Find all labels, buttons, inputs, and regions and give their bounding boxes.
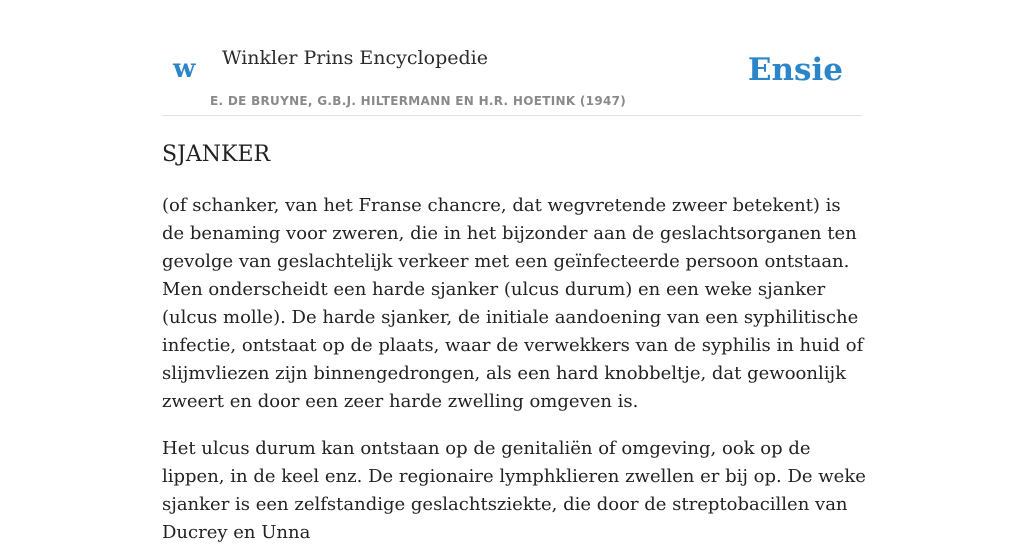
article-title: SJANKER xyxy=(162,142,271,167)
ensie-logo[interactable]: Ensie xyxy=(747,52,843,88)
publication-title[interactable]: Winkler Prins Encyclopedie xyxy=(222,47,488,69)
winkler-prins-logo[interactable]: w xyxy=(173,54,196,84)
article xyxy=(162,138,867,547)
article-paragraph-2: Het ulcus durum kan ontstaan op de genitaliën of omgeving, ook op de lippen, in de keel enz. De regionaire lymphklieren zwellen er bij op. De weke sjanker is een zelfstandige geslachtsziekte, die door de streptobacillen van Ducrey en Unna xyxy=(162,438,866,543)
header xyxy=(162,40,862,116)
article-paragraph-1: (of schanker, van het Franse chancre, dat wegvretende zweer betekent) is de benaming voor zweren, die in het bijzonder aan de geslachtsorganen ten gevolge van geslachtelijk verkeer met een geïnfecteerde persoon ontstaan. Men onderscheidt een harde sjanker (ulcus durum) en een weke sjanker (ulcus molle). De harde sjanker, de initiale aandoening van een syphilitische infectie, ontstaat op de plaats, waar de verwekkers van de syphilis in huid of slijmvliezen zijn binnengedrongen, als een hard knobbeltje, dat gewoonlijk zweert en door een zeer harde zwelling omgeven is. xyxy=(162,195,864,412)
publication-authors: E. DE BRUYNE, G.B.J. HILTERMANN EN H.R. HOETINK (1947) xyxy=(210,94,627,108)
